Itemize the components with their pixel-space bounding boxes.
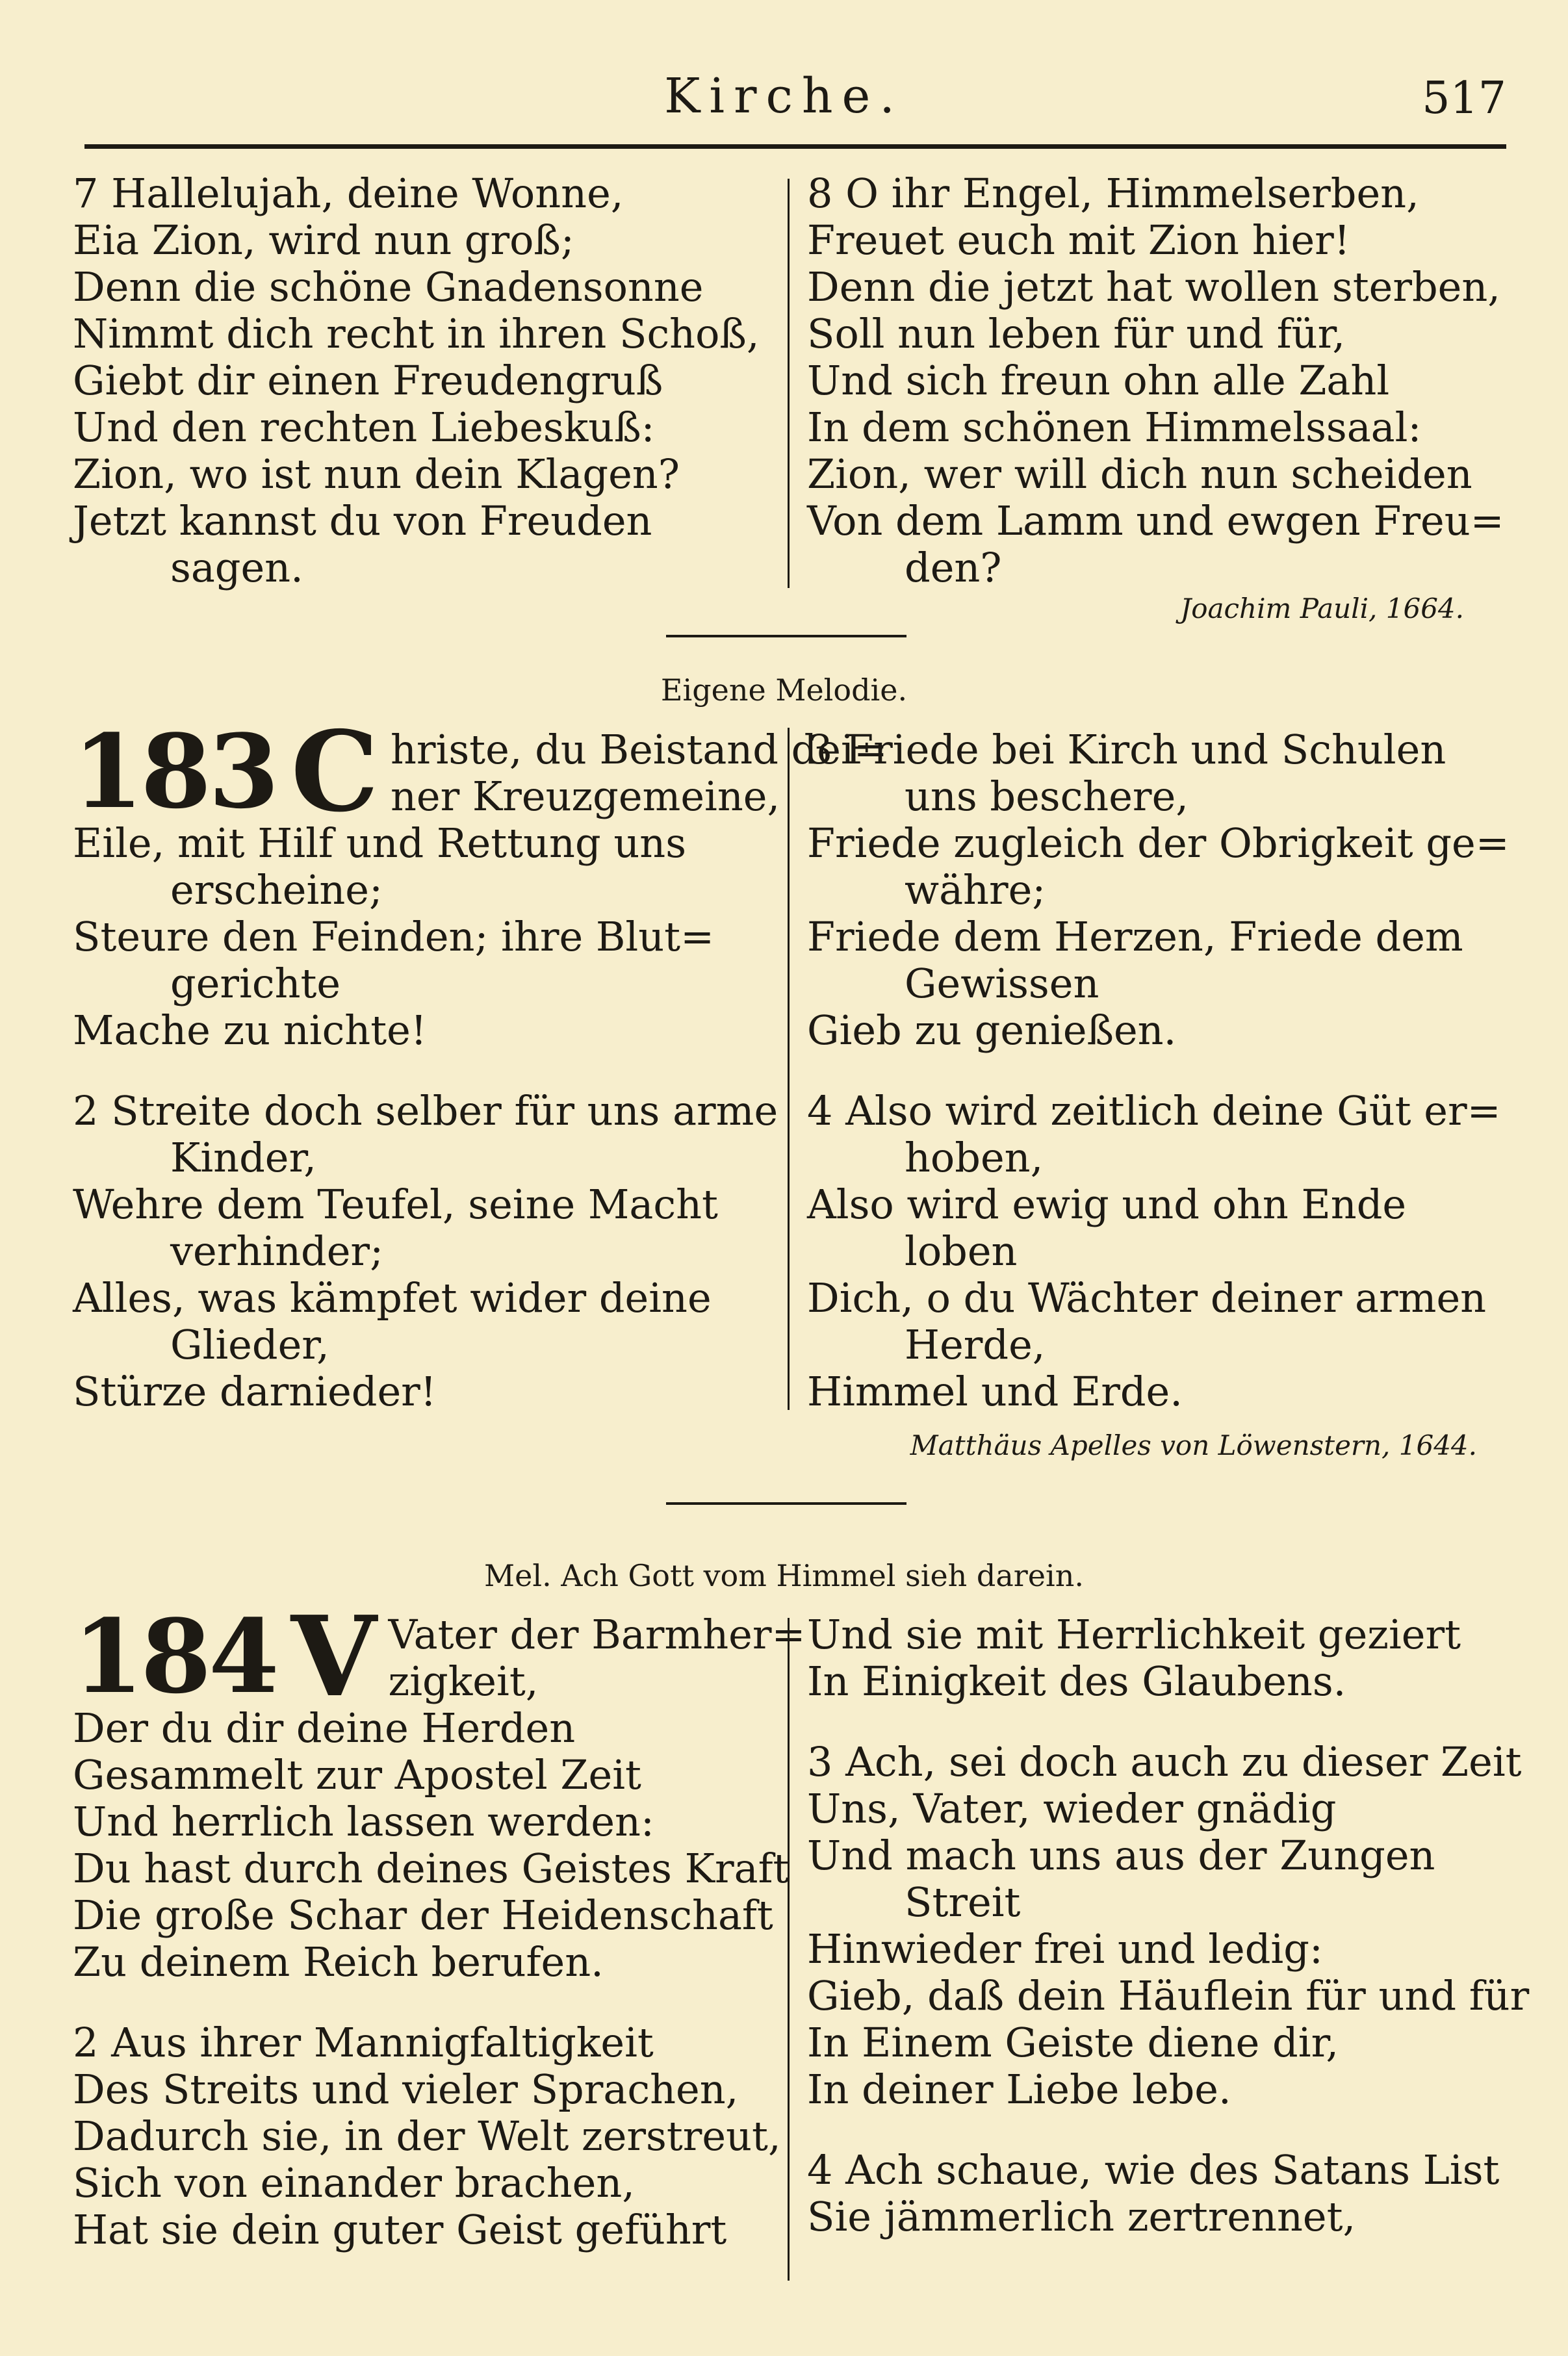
verse-line: Soll nun leben für und für,	[807, 310, 1346, 357]
verse-line: Und den rechten Liebeskuß:	[73, 403, 655, 451]
verse-line: Hinwieder frei und ledig:	[807, 1925, 1323, 1973]
verse-line: zigkeit,	[388, 1658, 539, 1705]
stanza	[807, 1611, 1529, 1705]
verse-line: Kinder,	[170, 1134, 316, 1181]
verse-line: Des Streits und vieler Sprachen,	[73, 2066, 739, 2113]
verse-line: Gieb, daß dein Häuflein für und für	[807, 1972, 1530, 2019]
verse-line: loben	[905, 1227, 1018, 1275]
verse-line: Von dem Lamm und ewgen Freu=	[807, 497, 1504, 544]
verse-line: In deiner Liebe lebe.	[807, 2066, 1231, 2113]
author-credit: Joachim Pauli, 1664.	[1180, 593, 1464, 624]
verse-line: Gieb zu genießen.	[807, 1006, 1177, 1054]
verse-line: Giebt dir einen Freudengruß	[73, 357, 663, 404]
melody-heading: Eigene Melodie.	[660, 672, 908, 708]
verse-line: Und sich freun ohn alle Zahl	[807, 357, 1390, 404]
verse-line: Und mach uns aus der Zungen	[807, 1832, 1435, 1879]
verse-line: Uns, Vater, wieder gnädig	[807, 1785, 1337, 1832]
verse-line: Eile, mit Hilf und Rettung uns	[73, 819, 687, 867]
hymn-number: 183	[73, 712, 277, 831]
verse-line: 2 Streite doch selber für uns arme	[73, 1087, 778, 1134]
running-head: Kirche.	[664, 68, 904, 124]
melody-heading: Mel. Ach Gott vom Himmel sieh darein.	[484, 1558, 1084, 1593]
verse-line: Freuet euch mit Zion hier!	[807, 216, 1350, 264]
verse-line: währe;	[905, 866, 1046, 914]
verse-line: 3 Friede bei Kirch und Schulen	[807, 726, 1446, 773]
hymn-184-left	[73, 1592, 806, 2253]
verse-line: Sie jämmerlich zertrennet,	[807, 2193, 1356, 2240]
verse-line: Streit	[905, 1878, 1021, 1926]
stanza	[73, 1088, 888, 1415]
column-divider	[788, 179, 790, 588]
page-number: 517	[1422, 73, 1506, 124]
verse-line: Dadurch sie, in der Welt zerstreut,	[73, 2112, 781, 2160]
stanza	[807, 170, 1504, 591]
stanza-7	[73, 170, 760, 591]
verse-line: Zion, wer will dich nun scheiden	[807, 450, 1472, 498]
verse-line: Zion, wo ist nun dein Klagen?	[73, 450, 680, 498]
verse-line: Zu deinem Reich berufen.	[73, 1938, 604, 1986]
section-separator	[666, 1502, 906, 1505]
stanza	[807, 1739, 1529, 2113]
verse-line: Denn die schöne Gnadensonne	[73, 263, 704, 311]
verse-line: uns beschere,	[905, 773, 1189, 820]
verse-line: 8 O ihr Engel, Himmelserben,	[807, 170, 1419, 217]
verse-line: In dem schönen Himmelssaal:	[807, 403, 1422, 451]
verse-line: Friede zugleich der Obrigkeit ge=	[807, 819, 1510, 867]
verse-line: Und sie mit Herrlichkeit geziert	[807, 1611, 1461, 1658]
verse-line: hoben,	[905, 1134, 1044, 1181]
verse-line: In Einem Geiste diene dir,	[807, 2019, 1339, 2066]
verse-line: Mache zu nichte!	[73, 1006, 427, 1054]
verse-line: Gesammelt zur Apostel Zeit	[73, 1751, 641, 1799]
stanza-8	[807, 170, 1504, 591]
verse-line: gerichte	[170, 960, 341, 1007]
verse-line: 4 Also wird zeitlich deine Güt er=	[807, 1087, 1501, 1134]
verse-line: 2 Aus ihrer Mannigfaltigkeit	[73, 2019, 654, 2066]
stanza	[389, 1611, 806, 1705]
verse-line: In Einigkeit des Glaubens.	[807, 1658, 1346, 1705]
verse-line: erscheine;	[170, 866, 383, 914]
verse-line: Hat sie dein guter Geist geführt	[73, 2206, 727, 2253]
verse-line: hriste, du Beistand dei=	[390, 726, 888, 773]
hymn-184-opening	[73, 1592, 806, 1722]
verse-line: Steure den Feinden; ihre Blut=	[73, 913, 715, 960]
verse-line: Himmel und Erde.	[807, 1368, 1183, 1415]
verse-line: 4 Ach schaue, wie des Satans List	[807, 2146, 1500, 2194]
verse-line: Der du dir deine Herden	[73, 1704, 576, 1752]
verse-line: Alles, was kämpfet wider deine	[73, 1274, 712, 1322]
verse-line: sagen.	[170, 544, 303, 591]
verse-line: 7 Hallelujah, deine Wonne,	[73, 170, 624, 217]
verse-line: Denn die jetzt hat wollen sterben,	[807, 263, 1500, 311]
verse-line: Wehre dem Teufel, seine Macht	[73, 1181, 718, 1228]
verse-line: Also wird ewig und ohn Ende	[807, 1181, 1407, 1228]
section-separator	[666, 635, 906, 637]
verse-line: Dich, o du Wächter deiner armen	[807, 1274, 1487, 1322]
verse-line: Jetzt kannst du von Freuden	[73, 497, 652, 544]
stanza	[73, 1705, 805, 1986]
verse-line: Nimmt dich recht in ihren Schoß,	[73, 310, 760, 357]
verse-line: Die große Schar der Heidenschaft	[73, 1891, 773, 1939]
verse-line: den?	[905, 544, 1002, 591]
header-rule	[84, 144, 1506, 149]
verse-line: Herde,	[905, 1321, 1046, 1368]
stanza	[73, 170, 760, 591]
verse-line: Gewissen	[905, 960, 1099, 1007]
verse-line: Sich von einander brachen,	[73, 2159, 636, 2207]
verse-line: verhinder;	[170, 1227, 383, 1275]
verse-line: Vater der Barmher=	[388, 1611, 806, 1658]
verse-line: Und herrlich lassen werden:	[73, 1798, 654, 1845]
drop-cap: C	[290, 707, 379, 837]
verse-line: Eia Zion, wird nun groß;	[73, 216, 574, 264]
stanza	[807, 1088, 1510, 1415]
verse-line: Friede dem Herzen, Friede dem	[807, 913, 1463, 960]
stanza	[807, 726, 1510, 1054]
hymn-183-right	[807, 726, 1510, 1415]
verse-line: Stürze darnieder!	[73, 1368, 437, 1415]
drop-cap: V	[290, 1592, 377, 1722]
hymn-number: 184	[73, 1597, 277, 1716]
hymn-184-right	[807, 1611, 1529, 2240]
stanza	[807, 2147, 1529, 2240]
verse-line: Du hast durch deines Geistes Kraft	[73, 1845, 790, 1892]
verse-line: Glieder,	[170, 1321, 329, 1368]
author-credit: Matthäus Apelles von Löwenstern, 1644.	[910, 1429, 1477, 1461]
hymn-183-left	[73, 707, 888, 1415]
verse-line: 3 Ach, sei doch auch zu dieser Zeit	[807, 1738, 1522, 1786]
hymn-183-opening	[73, 707, 888, 837]
stanza	[73, 2019, 805, 2253]
verse-line: ner Kreuzgemeine,	[390, 773, 780, 820]
stanza	[73, 820, 888, 1054]
